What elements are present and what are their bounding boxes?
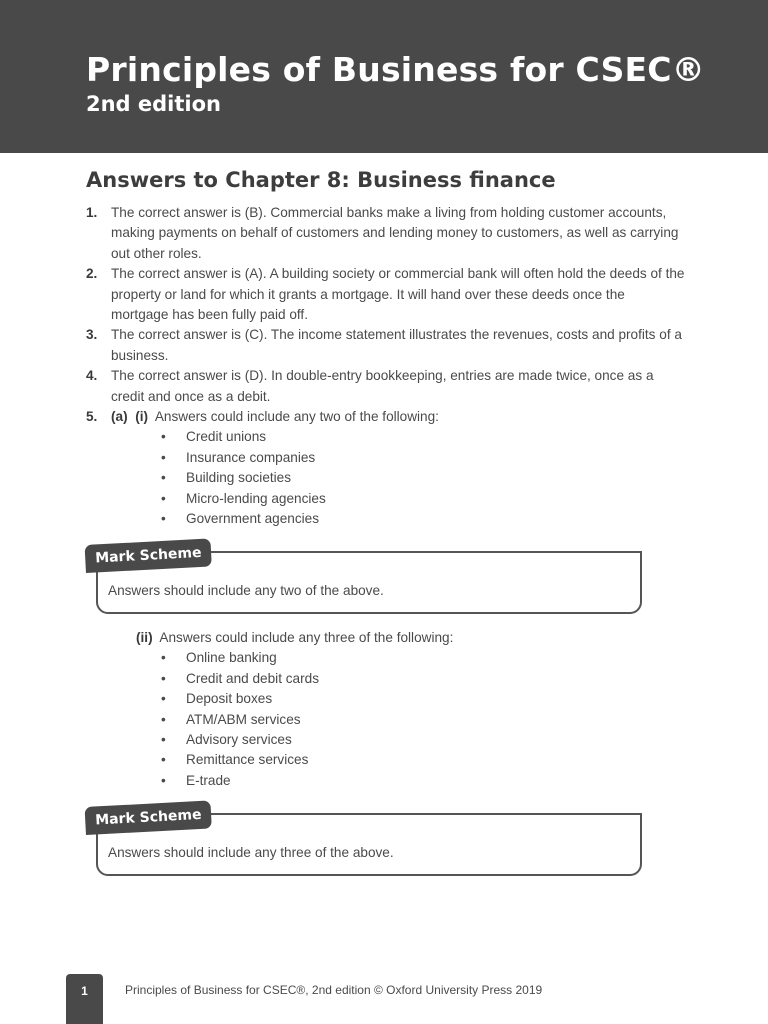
answer-number: 4. [86,368,98,384]
list-item: • E-trade [86,771,686,791]
answer-number: 1. [86,205,98,220]
answer-text: The correct answer is (C). The income statement illustrates the revenues, costs and profits of a business. [111,327,682,363]
footer-copyright: Principles of Business for CSEC®, 2nd edition © Oxford University Press 2019 [125,983,543,997]
list-item: • Government agencies [86,509,686,529]
answer-list [86,203,686,530]
book-title: Principles of Business for CSEC® [86,50,705,89]
mark-scheme-text: Answers should include any three of the above. [108,845,394,860]
part-i-label: (i) [135,409,149,425]
answer-number: 2. [86,266,98,282]
answer-text: The correct answer is (B). Commercial banks make a living from holding customer accounts, making payments on behalf of customers and lending money to customers, as well as carrying out other roles. [111,205,679,261]
list-item: • Deposit boxes [86,689,686,709]
bullet-icon: • [161,752,166,768]
bullet-icon: • [161,711,166,727]
answer-number: 5. [86,409,98,425]
chapter-heading: Answers to Chapter 8: Business finance [86,168,556,192]
part-i-intro: Answers could include any two of the following: [154,409,439,425]
mark-scheme-label: Mark Scheme [85,800,213,835]
bullet-icon: • [161,470,166,486]
bullet-icon: • [161,650,166,666]
bullet-icon: • [161,670,166,686]
mark-scheme-text: Answers should include any two of the above. [108,583,384,598]
mark-scheme-label: Mark Scheme [85,538,213,573]
answer-5 [86,407,686,427]
list-item: • Credit and debit cards [86,669,686,689]
part-ii-heading [86,628,686,648]
list-item: • ATM/ABM services [86,710,686,730]
answer-text: The correct answer is (A). A building society or commercial bank will often hold the deeds of the property or land for which it grants a mortgage. It will hand over these deeds once the mortgage has been fully paid off. [111,266,685,323]
part-ii-list [86,648,686,791]
answer-2 [86,264,686,325]
list-item: • Remittance services [86,750,686,770]
answer-number: 3. [86,327,98,343]
part-a-label: (a) [111,409,128,425]
page-number: 1 [66,974,103,1024]
answer-3 [86,325,686,366]
part-ii-intro: Answers could include any three of the following: [159,630,454,645]
answer-1 [86,203,686,264]
list-item: • Advisory services [86,730,686,750]
book-edition: 2nd edition [86,92,221,116]
bullet-icon: • [161,691,166,707]
bullet-icon: • [161,511,166,527]
answer-text: The correct answer is (D). In double-entry bookkeeping, entries are made twice, once as a credit and once as a debit. [111,368,654,404]
list-item: • Insurance companies [86,448,686,468]
bullet-icon: • [161,772,166,788]
answer-4 [86,366,686,407]
bullet-icon: • [161,732,166,748]
list-item: • Building societies [86,468,686,488]
bullet-icon: • [161,490,166,506]
bullet-icon: • [161,449,166,465]
list-item: • Online banking [86,648,686,668]
part-ii [86,628,686,791]
list-item: • Micro-lending agencies [86,489,686,509]
part-i-list [86,427,686,529]
list-item: • Credit unions [86,427,686,447]
bullet-icon: • [161,429,166,445]
part-ii-label: (ii) [136,630,153,645]
